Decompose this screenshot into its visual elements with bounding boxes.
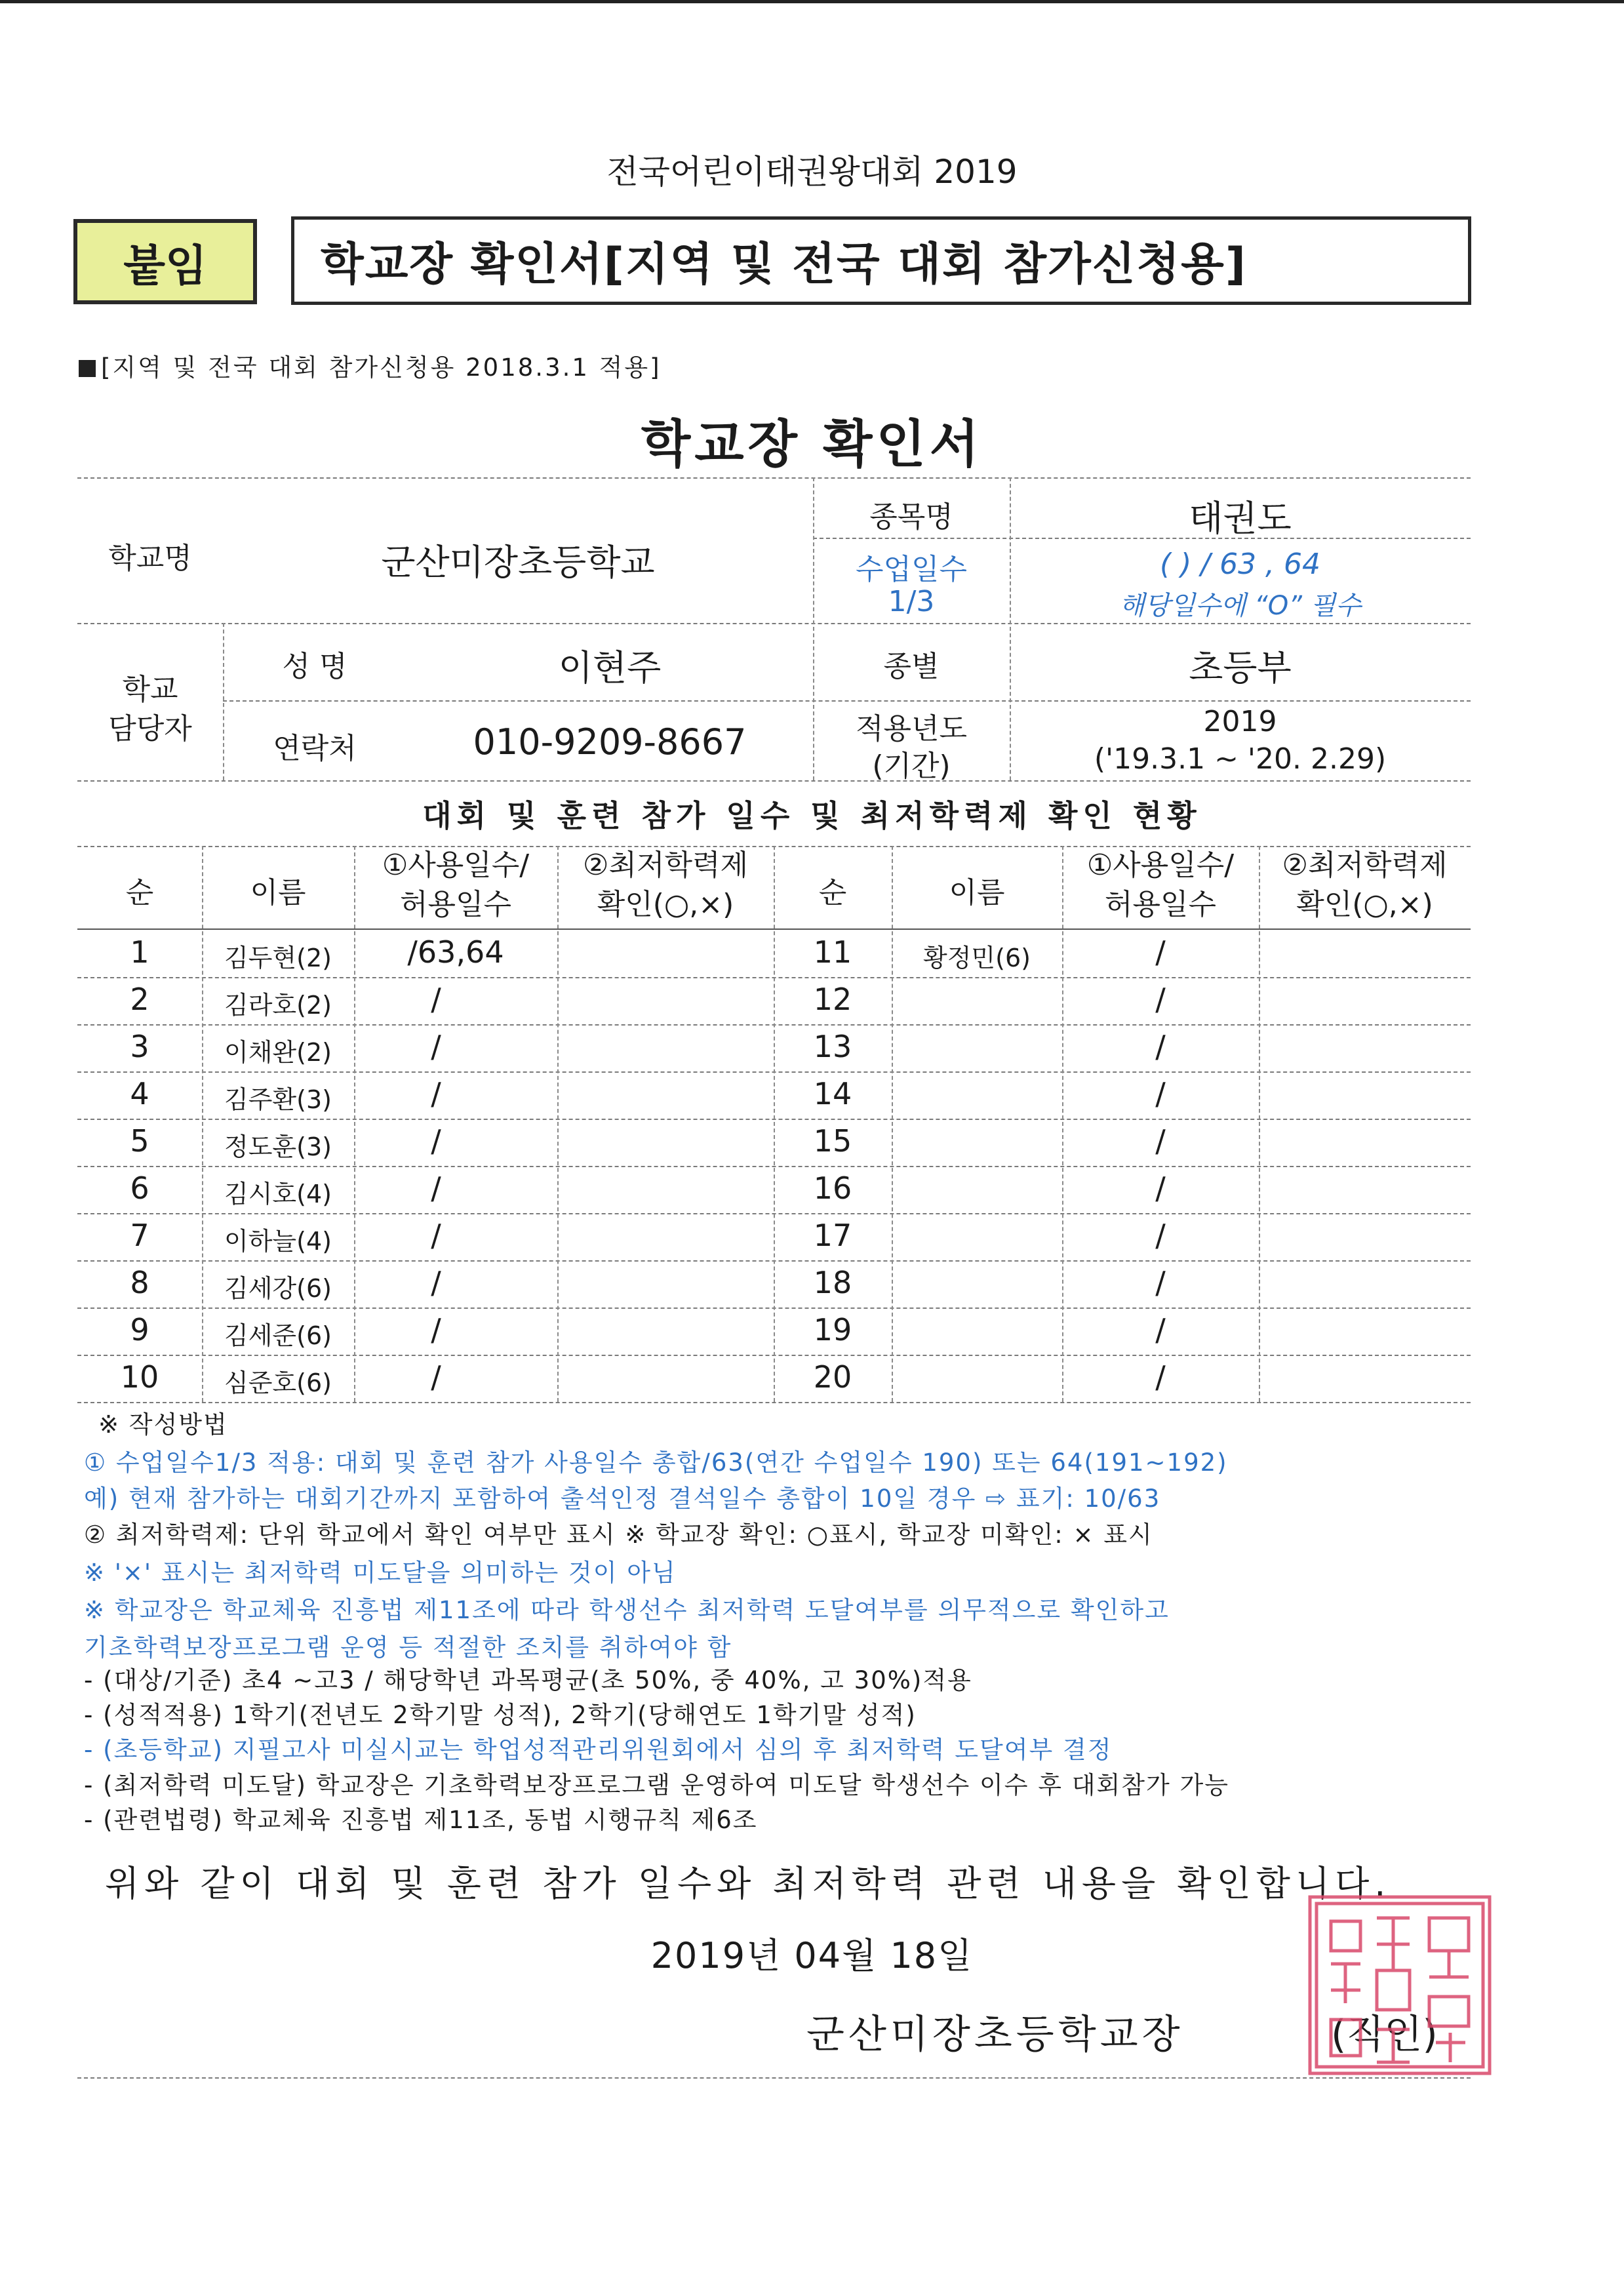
row-days: /: [1155, 1076, 1166, 1111]
row-no: 6: [130, 1170, 149, 1206]
table-caption: 대회 및 훈련 참가 일수 및 최저학력제 확인 현황: [422, 798, 1202, 833]
manager-name-value: 이현주: [558, 647, 662, 688]
sport-label: 종목명: [869, 500, 953, 534]
row-no: 17: [813, 1218, 852, 1253]
row-name: 김세준(6): [224, 1321, 332, 1350]
header-min-right: [1259, 846, 1471, 925]
header-name-right: 이름: [949, 876, 1005, 909]
row-no: 19: [813, 1312, 852, 1347]
row-no: 2: [130, 982, 149, 1017]
row-days: /: [1155, 1359, 1166, 1395]
header-name-left: 이름: [250, 876, 306, 909]
sport-value: 태권도: [1189, 498, 1292, 539]
row-days: /: [431, 1029, 441, 1064]
row-days: /: [431, 1312, 441, 1347]
header-days-line1: ①사용일수/: [1086, 848, 1235, 882]
applied-note-text: [지역 및 전국 대회 참가신청용 2018.3.1 적용]: [101, 353, 662, 382]
row-no: 5: [130, 1123, 149, 1159]
row-name: 정도훈(3): [224, 1132, 332, 1161]
row-no: 14: [813, 1076, 852, 1111]
row-name: 황정민(6): [923, 944, 1031, 972]
row-no: 16: [813, 1170, 852, 1206]
class-days-required-note: 해당일수에 “O” 필수: [1119, 591, 1361, 621]
row-days: /: [1155, 1218, 1166, 1253]
event-title: 전국어린이태권왕대회 2019: [606, 153, 1018, 191]
instruction-line: - (관련법령) 학교체육 진흥법 제11조, 동법 시행규칙 제6조: [84, 1806, 758, 1834]
row-days: /: [1155, 982, 1166, 1017]
principal-signature: 군산미장초등학교장: [806, 2012, 1184, 2058]
row-days: /: [431, 1265, 441, 1300]
seal-mark: (직인): [1331, 2012, 1438, 2058]
contact-value: 010-9209-8667: [473, 721, 747, 763]
instruction-line: ※ 학교장은 학교체육 진흥법 제11조에 따라 학생선수 최저학력 도달여부를 의무적으로 확인하고: [84, 1596, 1170, 1624]
row-no: 3: [130, 1029, 149, 1064]
row-name: 김시호(4): [224, 1180, 332, 1208]
instruction-line: ① 수업일수1/3 적용: 대회 및 훈련 참가 사용일수 총합/63(연간 수업일수 190) 또는 64(191~192): [84, 1448, 1228, 1477]
row-days: /63,64: [407, 934, 504, 970]
row-name: 김라호(2): [224, 991, 332, 1020]
row-days: /: [431, 982, 441, 1017]
row-no: 7: [130, 1218, 149, 1253]
applied-note: [79, 348, 662, 383]
row-days: /: [1155, 1312, 1166, 1347]
header-min-left: [557, 846, 774, 925]
row-no: 13: [813, 1029, 852, 1064]
instruction-line: - (성적적용) 1학기(전년도 2학기말 성적), 2학기(당해연도 1학기말 성적): [84, 1701, 917, 1729]
row-days: /: [1155, 934, 1166, 970]
row-no: 20: [813, 1359, 852, 1395]
class-days-fraction: 1/3: [888, 585, 935, 618]
form-title: 학교장 확인서[지역 및 전국 대회 참가신청용]: [291, 216, 1471, 305]
row-no: 10: [120, 1359, 159, 1395]
manager-label-line1: 학교: [122, 673, 178, 706]
instruction-line: 예) 현재 참가하는 대회기간까지 포함하여 출석인정 결석일수 총합이 10일 경우 ⇨ 표기: 10/63: [84, 1485, 1161, 1513]
year-label: 적용년도: [855, 712, 967, 746]
manager-label-line2: 담당자: [108, 712, 192, 746]
instruction-line: - (최저학력 미도달) 학교장은 기초학력보장프로그램 운영하여 미도달 학생선수 이수 후 대회참가 가능: [84, 1771, 1230, 1799]
row-no: 15: [813, 1123, 852, 1159]
header-days-line2: 허용일수: [399, 888, 511, 921]
year-period-value: ('19.3.1 ~ '20. 2.29): [1094, 742, 1387, 776]
class-days-value: ( ) / 63 , 64: [1159, 548, 1321, 581]
confirmation-statement: 위와 같이 대회 및 훈련 참가 일수와 최저학력 관련 내용을 확인합니다.: [105, 1863, 1391, 1904]
manager-name-label: 성 명: [282, 650, 347, 683]
row-name: 이채완(2): [224, 1038, 332, 1067]
header-min-line2: 확인(○,×): [597, 888, 734, 921]
row-days: /: [431, 1170, 441, 1206]
school-name-value: 군산미장초등학교: [381, 542, 655, 583]
issue-date: 2019년 04월 18일: [650, 1935, 974, 1976]
division-value: 초등부: [1189, 647, 1292, 688]
row-no: 12: [813, 982, 852, 1017]
row-no: 8: [130, 1265, 149, 1300]
document-title: 학교장 확인서: [641, 415, 983, 474]
year-period-label: (기간): [872, 749, 951, 783]
class-days-label: 수업일수: [855, 553, 967, 586]
instruction-line: - (대상/기준) 초4 ~고3 / 해당학년 과목평균(초 50%, 중 40%, 고 30%)적용: [84, 1666, 972, 1694]
row-name: 심준호(6): [224, 1368, 332, 1397]
header-no-left: 순: [125, 876, 154, 909]
header-days-line1: ①사용일수/: [382, 848, 530, 882]
year-value: 2019: [1203, 705, 1277, 738]
row-days: /: [431, 1359, 441, 1395]
row-days: /: [1155, 1029, 1166, 1064]
school-name-label: 학교명: [108, 542, 192, 575]
header-min-line2: 확인(○,×): [1296, 888, 1433, 921]
row-days: /: [1155, 1123, 1166, 1159]
instruction-line: 기초학력보장프로그램 운영 등 적절한 조치를 취하여야 함: [84, 1633, 732, 1662]
top-border: [0, 0, 1624, 3]
row-name: 김두현(2): [224, 944, 332, 972]
instructions-heading: ※ 작성방법: [98, 1410, 228, 1439]
row-no: 4: [130, 1076, 149, 1111]
row-name: 이하늘(4): [224, 1227, 332, 1256]
row-days: /: [1155, 1265, 1166, 1300]
row-no: 18: [813, 1265, 852, 1300]
header-min-line1: ②최저학력제: [583, 848, 748, 882]
row-name: 김세강(6): [224, 1274, 332, 1303]
header-days-right: [1062, 846, 1259, 925]
row-days: /: [1155, 1170, 1166, 1206]
header-min-line1: ②최저학력제: [1282, 848, 1448, 882]
division-label: 종별: [883, 650, 940, 683]
row-no: 9: [130, 1312, 149, 1347]
contact-label: 연락처: [273, 732, 357, 765]
instruction-line: - (초등학교) 지필고사 미실시교는 학업성적관리위원회에서 심의 후 최저학력 도달여부 결정: [84, 1736, 1113, 1764]
row-no: 1: [130, 934, 149, 970]
official-seal-stamp: [1305, 1892, 1495, 2079]
instruction-line: ② 최저학력제: 단위 학교에서 확인 여부만 표시 ※ 학교장 확인: ○표시, 학교장 미확인: × 표시: [84, 1521, 1153, 1549]
row-days: /: [431, 1218, 441, 1253]
header-no-right: 순: [818, 876, 847, 909]
row-name: 김주환(3): [224, 1085, 332, 1114]
attachment-badge: 붙임: [73, 219, 257, 304]
instruction-line: ※ '×' 표시는 최저학력 미도달을 의미하는 것이 아님: [84, 1559, 677, 1587]
square-bullet-icon: [79, 360, 96, 377]
row-days: /: [431, 1123, 441, 1159]
row-no: 11: [813, 934, 852, 970]
header-days-line2: 허용일수: [1104, 888, 1216, 921]
header-days-left: [354, 846, 557, 925]
row-days: /: [431, 1076, 441, 1111]
